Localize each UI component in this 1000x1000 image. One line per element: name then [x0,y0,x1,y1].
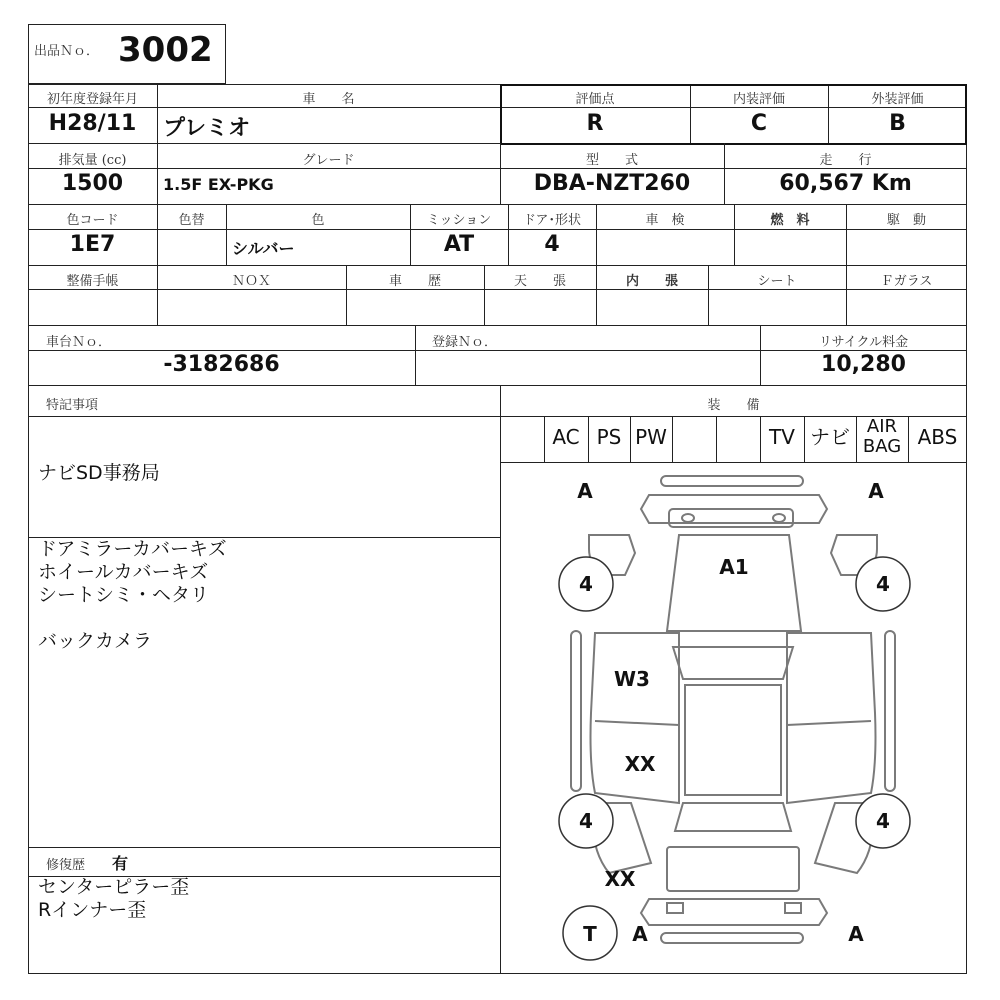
recycle-label: リサイクル料金 [818,335,909,350]
seat-label: シート [757,274,797,289]
exterior-value: B [889,111,906,136]
score-value: R [586,111,604,136]
interior-value: C [750,111,768,136]
first-reg-value: H28/11 [48,111,137,136]
nox-label: ＮＯＸ [231,274,271,289]
rear-left-panel-grade: XX [604,867,636,891]
recolor-label: 色替 [178,213,205,228]
manual-label: 整備手帳 [66,274,119,289]
notes-text-1: ナビSD事務局 [38,462,160,484]
score-label: 評価点 [575,92,615,107]
equip-airbag: AIR BAG [862,416,902,457]
car-diagram [501,463,966,973]
roof-label: 天 張 [513,274,566,289]
recycle-value: 10,280 [821,352,906,377]
chassis-value: -3182686 [163,352,280,377]
mileage-label: 走 行 [819,153,872,168]
fuel-label: 燃 料 [770,213,810,228]
side-lower-grade: XX [624,752,656,776]
notes-label: 特記事項 [46,398,99,413]
color-code-value: 1E7 [69,232,116,257]
model-label: 型 式 [585,153,638,168]
grade-value: 1.5F EX-PKG [163,175,274,194]
repair-value: 有 [112,854,129,873]
grade-label: グレード [302,153,355,168]
door-label: ドア･形状 [522,213,582,228]
rear-right-grade: A [848,922,864,946]
hood-grade: A1 [719,555,749,579]
equip-abs: ABS [917,425,958,449]
first-reg-label: 初年度登録年月 [46,92,138,107]
repair-label: 修復歴 [46,858,86,873]
equipment-row [500,416,967,462]
fglass-label: Ｆガラス [880,274,933,289]
tire-fr: 4 [876,572,890,596]
tire-fl: 4 [579,572,593,596]
front-left-grade: A [577,479,593,503]
spare-tire: T [583,922,597,946]
equip-ac: AC [552,425,580,449]
side-upper-grade: W3 [614,667,650,691]
lot-label: 出品Ｎｏ． [34,44,100,59]
drive-label: 駆 動 [886,213,926,228]
equip-tv: TV [769,425,795,449]
color-code-label: 色コード [66,213,119,228]
lot-number: 3002 [118,30,213,70]
displacement-value: 1500 [61,171,124,196]
interior-label: 内装評価 [732,92,785,107]
tire-rr: 4 [876,809,890,833]
inner-label: 内 張 [625,274,678,289]
equip-ps: PS [596,425,622,449]
car-name-value: プレミオ [163,116,251,141]
front-right-grade: A [868,479,884,503]
mission-value: AT [443,232,475,257]
inspection-label: 車 検 [645,213,685,228]
rear-left-grade: A [632,922,648,946]
exterior-label: 外装評価 [871,92,924,107]
door-value: 4 [544,232,560,257]
color-value: シルバー [232,239,295,258]
repair-text: センターピラー歪 Rインナー歪 [38,876,190,921]
equipment-label: 装 備 [707,398,760,413]
mission-label: ミッション [426,213,492,228]
history-label: 車 歴 [388,274,441,289]
equip-navi: ナビ [810,425,850,449]
notes-text-2: ドアミラーカバーキズ ホイールカバーキズ シートシミ・ヘタリ バックカメラ [38,538,227,652]
tire-rl: 4 [579,809,593,833]
chassis-label: 車台Ｎｏ． [46,335,112,350]
displacement-label: 排気量 (cc) [58,153,127,168]
model-value: DBA-NZT260 [533,171,691,196]
reg-no-label: 登録Ｎｏ． [432,335,498,350]
equip-pw: PW [635,425,667,449]
color-label: 色 [311,213,325,228]
car-name-label: 車 名 [302,92,355,107]
mileage-value: 60,567 Km [779,171,912,196]
